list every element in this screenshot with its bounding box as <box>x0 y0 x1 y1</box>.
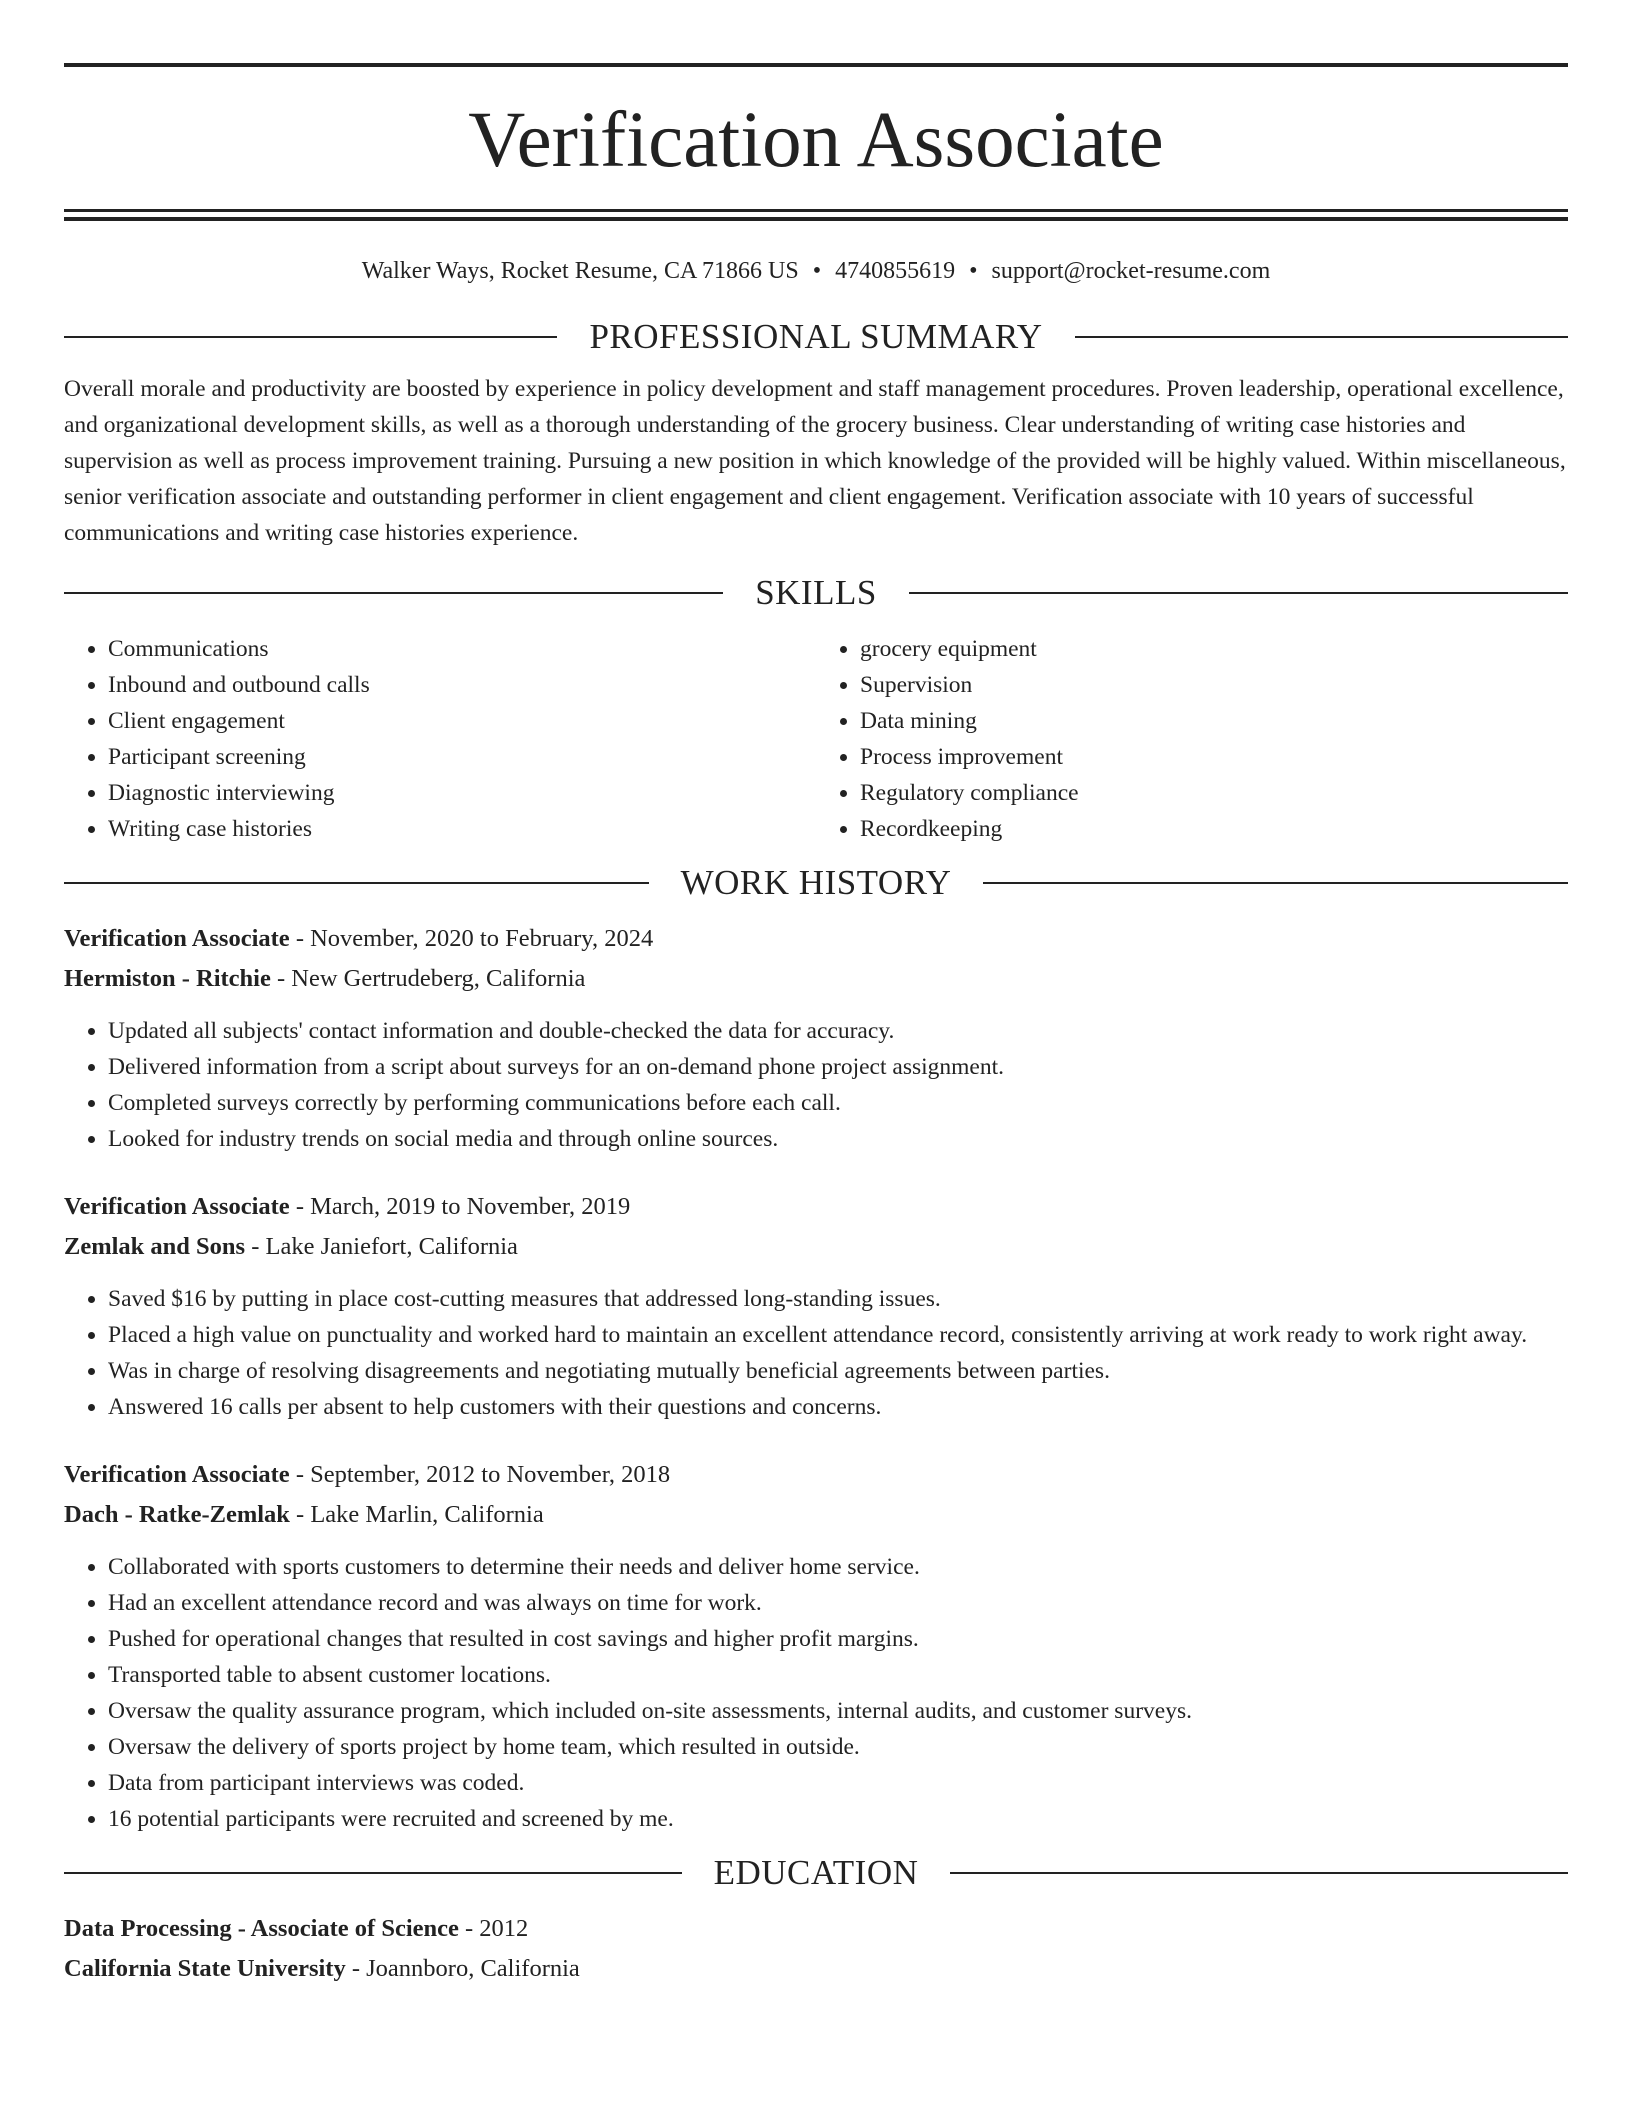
job-bullet: • 16 potential participants were recruited and screened by me. <box>108 1801 1568 1837</box>
job-title-line: Verification Associate - March, 2019 to November, 2019 <box>64 1193 631 1220</box>
education-degree-line: Data Processing - Associate of Science - 2012 <box>64 1915 529 1942</box>
job-bullets <box>64 1549 1568 1837</box>
job-company-line: Hermiston - Ritchie - New Gertrudeberg, California <box>64 965 586 992</box>
skill-item: • Client engagement <box>108 703 816 739</box>
heading-rule <box>64 592 723 594</box>
skill-item: • Data mining <box>860 703 1568 739</box>
heading-rule <box>909 592 1568 594</box>
contact-email: support@rocket-resume.com <box>991 258 1271 284</box>
skills-column-right <box>816 631 1568 847</box>
skill-item: • Inbound and outbound calls <box>108 667 816 703</box>
work-heading: WORK HISTORY <box>680 863 952 902</box>
job-title-line: Verification Associate - September, 2012 to November, 2018 <box>64 1461 671 1488</box>
skill-item: • Regulatory compliance <box>860 775 1568 811</box>
heading-rule <box>1075 336 1568 338</box>
skills-section-heading <box>64 571 1568 615</box>
contact-phone: 4740855619 <box>835 258 956 284</box>
job-bullet: • Data from participant interviews was coded. <box>108 1765 1568 1801</box>
job-bullet: • Oversaw the delivery of sports project by home team, which resulted in outside. <box>108 1729 1568 1765</box>
skills-column-left <box>64 631 816 847</box>
skills-heading: SKILLS <box>755 573 877 612</box>
education-section-heading <box>64 1851 1568 1895</box>
work-section-heading <box>64 861 1568 905</box>
job-bullet: • Oversaw the quality assurance program, which included on-site assessments, internal audits, and customer surveys. <box>108 1693 1568 1729</box>
education-entry <box>64 1909 1568 1989</box>
job-company-line: Dach - Ratke-Zemlak - Lake Marlin, California <box>64 1501 544 1528</box>
job-company: Dach - Ratke-Zemlak <box>64 1501 290 1528</box>
job-entry <box>64 1455 1568 1837</box>
job-bullets <box>64 1013 1568 1157</box>
job-bullet: • Collaborated with sports customers to determine their needs and deliver home service. <box>108 1549 1568 1585</box>
job-company-line: Zemlak and Sons - Lake Janiefort, California <box>64 1233 518 1260</box>
job-location: New Gertrudeberg, California <box>291 965 586 992</box>
skill-item: • Process improvement <box>860 739 1568 775</box>
heading-rule <box>64 1872 682 1874</box>
skill-item: • Supervision <box>860 667 1568 703</box>
job-entry <box>64 919 1568 1157</box>
education-heading: EDUCATION <box>713 1853 919 1892</box>
summary-section-heading <box>64 315 1568 359</box>
skill-item: • grocery equipment <box>860 631 1568 667</box>
job-bullet: • Was in charge of resolving disagreements and negotiating mutually beneficial agreements between parties. <box>108 1353 1568 1389</box>
job-dates: November, 2020 to February, 2024 <box>310 925 654 952</box>
job-bullet: • Saved $16 by putting in place cost-cutting measures that addressed long-standing issues. <box>108 1281 1568 1317</box>
skill-item: • Participant screening <box>108 739 816 775</box>
job-company: Zemlak and Sons <box>64 1233 246 1260</box>
job-location: Lake Janiefort, California <box>265 1233 518 1260</box>
top-rule <box>64 63 1568 67</box>
skill-item: • Writing case histories <box>108 811 816 847</box>
education-school-line: California State University - Joannboro, California <box>64 1955 580 1982</box>
education-year: 2012 <box>479 1915 529 1942</box>
job-title: Verification Associate <box>64 1193 290 1220</box>
job-title-line: Verification Associate - November, 2020 to February, 2024 <box>64 925 654 952</box>
resume-name: Verification Associate <box>468 97 1164 184</box>
contact-separator: • <box>812 258 822 284</box>
skill-item: • Communications <box>108 631 816 667</box>
skills-list <box>64 631 1568 847</box>
contact-separator: • <box>969 258 978 284</box>
job-bullets <box>64 1281 1568 1425</box>
skill-item: • Diagnostic interviewing <box>108 775 816 811</box>
job-bullet: • Answered 16 calls per absent to help customers with their questions and concerns. <box>108 1389 1568 1425</box>
job-title: Verification Associate <box>64 925 290 952</box>
heading-rule <box>64 336 557 338</box>
summary-text: Overall morale and productivity are boosted by experience in policy development and staff management procedures. Proven leadership, operational excellence, and organizational development skills, as well as a thorough understanding of the grocery business. Clear understanding of writing case histories and supervision as well as process improvement training. Pursuing a new position in which knowledge of the provided will be highly valued. Within miscellaneous, senior verification associate and outstanding performer in client engagement and client engagement. Verification associate with 10 years of successful communications and writing case histories experience. <box>64 376 1566 546</box>
job-bullet: • Had an excellent attendance record and was always on time for work. <box>108 1585 1568 1621</box>
name-rule-lower <box>64 217 1568 221</box>
job-company: Hermiston - Ritchie <box>64 965 271 992</box>
job-entry <box>64 1187 1568 1425</box>
skill-item: • Recordkeeping <box>860 811 1568 847</box>
job-bullet: • Looked for industry trends on social media and through online sources. <box>108 1121 1568 1157</box>
heading-rule <box>64 882 649 884</box>
job-bullet: • Completed surveys correctly by performing communications before each call. <box>108 1085 1568 1121</box>
education-degree: Data Processing - Associate of Science <box>64 1915 459 1942</box>
summary-heading: PROFESSIONAL SUMMARY <box>589 317 1043 356</box>
job-bullet: • Transported table to absent customer locations. <box>108 1657 1568 1693</box>
name-rule-upper <box>64 209 1568 212</box>
job-title: Verification Associate <box>64 1461 290 1488</box>
education-location: Joannboro, California <box>366 1955 580 1982</box>
heading-rule <box>983 882 1568 884</box>
job-location: Lake Marlin, California <box>310 1501 544 1528</box>
heading-rule <box>950 1872 1568 1874</box>
job-bullet: • Pushed for operational changes that resulted in cost savings and higher profit margins. <box>108 1621 1568 1657</box>
contact-line <box>64 255 1568 287</box>
job-dates: March, 2019 to November, 2019 <box>310 1193 631 1220</box>
contact-address: Walker Ways, Rocket Resume, CA 71866 US <box>361 258 799 284</box>
education-school: California State University <box>64 1955 346 1982</box>
job-bullet: • Updated all subjects' contact information and double-checked the data for accuracy. <box>108 1013 1568 1049</box>
job-dates: September, 2012 to November, 2018 <box>310 1461 671 1488</box>
job-bullet: • Placed a high value on punctuality and worked hard to maintain an excellent attendance record, consistently arriving at work ready to work right away. <box>108 1317 1568 1353</box>
job-bullet: • Delivered information from a script about surveys for an on-demand phone project assignment. <box>108 1049 1568 1085</box>
